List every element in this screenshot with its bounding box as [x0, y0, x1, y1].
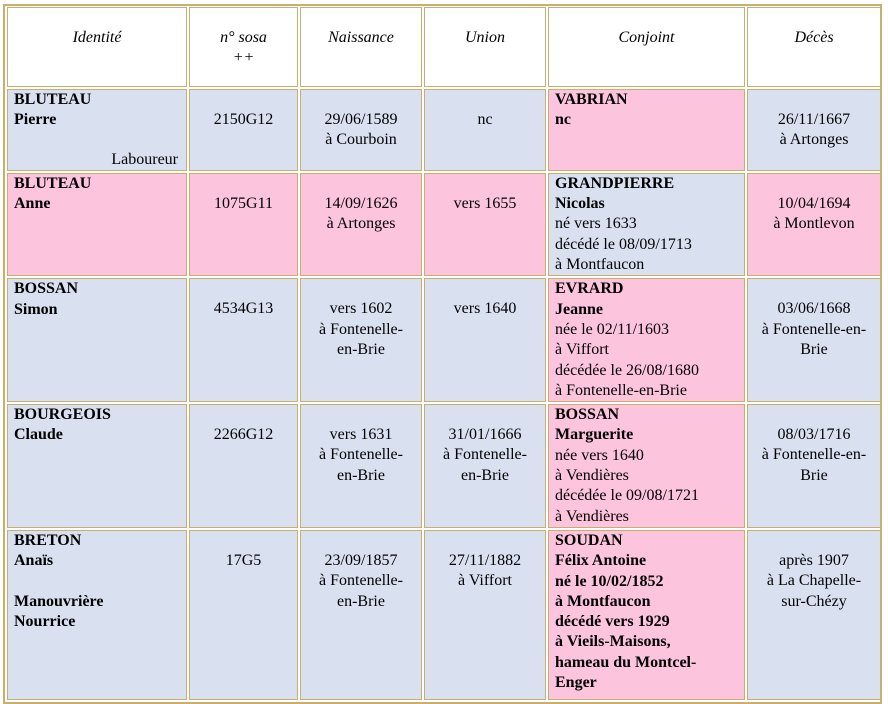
identity-cell — [7, 89, 187, 171]
death-place: à Fontenelle-en- — [761, 446, 867, 464]
header-deces: Décès — [747, 7, 881, 87]
spouse-detail: née vers 1640 — [555, 446, 644, 464]
sosa-cell: 17G5 — [189, 530, 298, 700]
death-place: Brie — [800, 466, 828, 484]
death-place: à Montlevon — [773, 215, 855, 233]
spouse-detail: Enger — [555, 674, 597, 692]
spouse-detail: à Fontenelle-en-Brie — [555, 381, 687, 399]
birth-date: 14/09/1626 — [324, 194, 398, 212]
birth-cell — [300, 278, 422, 402]
header-naissance: Naissance — [300, 7, 422, 87]
spouse-surname: GRANDPIERRE — [555, 174, 675, 192]
table-row — [7, 404, 881, 528]
union-place: à Fontenelle- — [443, 446, 527, 464]
death-place: Brie — [800, 340, 828, 358]
header-conjoint: Conjoint — [548, 7, 745, 87]
identity-cell — [7, 278, 187, 402]
death-place: à Artonges — [779, 131, 849, 149]
spouse-detail: hameau du Montcel- — [555, 653, 697, 671]
spouse-detail: né vers 1633 — [555, 215, 637, 233]
identity-cell — [7, 530, 187, 700]
death-cell — [747, 404, 881, 528]
death-cell — [747, 278, 881, 402]
header-union: Union — [424, 7, 546, 87]
given-name: Simon — [14, 300, 58, 318]
surname: BOSSAN — [14, 280, 79, 298]
table-row — [7, 89, 881, 171]
spouse-detail: décédée le 26/08/1680 — [555, 361, 699, 379]
given-name: Claude — [14, 426, 63, 444]
spouse-detail: à Montfaucon — [555, 592, 651, 610]
spouse-surname: BOSSAN — [555, 406, 620, 424]
identity-cell — [7, 404, 187, 528]
spouse-surname: EVRARD — [555, 280, 624, 298]
header-identite: Identité — [7, 7, 187, 87]
sosa-cell: 2150G12 — [189, 89, 298, 171]
union-place: en-Brie — [461, 466, 509, 484]
identity-cell — [7, 173, 187, 276]
header-sosa-line2: ++ — [232, 49, 255, 67]
spouse-given-name: Marguerite — [555, 426, 634, 444]
death-place: sur-Chézy — [781, 592, 847, 610]
birth-place: en-Brie — [337, 466, 385, 484]
birth-place: à Courboin — [325, 131, 397, 149]
spouse-detail: à Vendières — [555, 507, 629, 525]
given-name: Anne — [14, 195, 51, 213]
spouse-detail: à Vendières — [555, 467, 629, 485]
surname: BRETON — [14, 531, 82, 549]
union-date: 27/11/1882 — [448, 551, 522, 569]
sosa-cell: 4534G13 — [189, 278, 298, 402]
death-date: 10/04/1694 — [777, 194, 851, 212]
spouse-detail: à Vieils-Maisons, — [555, 633, 671, 651]
header-row — [7, 7, 881, 87]
union-cell — [424, 404, 546, 528]
genealogy-table — [5, 5, 883, 702]
spouse-given-name: nc — [555, 111, 571, 129]
occupation: Manouvrière — [14, 592, 104, 610]
spouse-surname: SOUDAN — [555, 531, 623, 549]
sosa-cell: 1075G11 — [189, 173, 298, 276]
union-cell — [424, 278, 546, 402]
union-date: nc — [477, 111, 493, 128]
death-cell — [747, 530, 881, 700]
union-date: vers 1640 — [453, 300, 517, 318]
occupation: Laboureur — [111, 150, 178, 168]
death-date: après 1907 — [779, 551, 849, 569]
death-cell — [747, 89, 881, 171]
spouse-detail: à Montfaucon — [555, 256, 645, 274]
death-date: 26/11/1667 — [777, 111, 851, 128]
birth-place: à Fontenelle- — [319, 572, 403, 590]
union-date: vers 1655 — [453, 194, 517, 212]
death-date: 03/06/1668 — [777, 300, 851, 318]
union-date: 31/01/1666 — [448, 426, 522, 444]
header-sosa-line1: n° sosa — [220, 29, 267, 46]
birth-date: 29/06/1589 — [324, 111, 398, 128]
surname: BOURGEOIS — [14, 406, 111, 424]
surname: BLUTEAU — [14, 91, 92, 108]
given-name: Anaïs — [14, 552, 54, 570]
birth-place: à Fontenelle- — [319, 446, 403, 464]
occupation: Nourrice — [14, 612, 76, 630]
surname: BLUTEAU — [14, 174, 92, 192]
death-date: 08/03/1716 — [777, 426, 851, 444]
spouse-cell — [548, 173, 745, 276]
union-cell — [424, 530, 546, 700]
table-row — [7, 173, 881, 276]
spouse-detail: décédé vers 1929 — [555, 613, 670, 631]
birth-cell — [300, 89, 422, 171]
spouse-given-name: Félix Antoine — [555, 552, 647, 570]
death-place: à La Chapelle- — [766, 572, 862, 590]
spouse-cell — [548, 530, 745, 700]
union-cell — [424, 173, 546, 276]
birth-date: 23/09/1857 — [324, 551, 398, 569]
spouse-cell — [548, 89, 745, 171]
spouse-detail: décédé le 08/09/1713 — [555, 235, 692, 253]
spouse-detail: à Viffort — [555, 341, 609, 359]
birth-cell — [300, 173, 422, 276]
birth-place: en-Brie — [337, 340, 385, 358]
table-row — [7, 530, 881, 700]
birth-date: vers 1631 — [329, 426, 393, 444]
union-place: à Viffort — [458, 572, 512, 590]
death-place: à Fontenelle-en- — [761, 320, 867, 338]
header-sosa — [189, 7, 298, 87]
spouse-cell — [548, 404, 745, 528]
spouse-surname: VABRIAN — [555, 91, 628, 108]
spouse-detail: né le 10/02/1852 — [555, 572, 664, 590]
birth-cell — [300, 530, 422, 700]
union-cell — [424, 89, 546, 171]
spouse-detail: décédée le 09/08/1721 — [555, 487, 699, 505]
spouse-given-name: Jeanne — [555, 300, 603, 318]
given-name: Pierre — [14, 111, 57, 129]
death-cell — [747, 173, 881, 276]
birth-place: à Fontenelle- — [319, 320, 403, 338]
birth-date: vers 1602 — [329, 300, 393, 318]
spouse-cell — [548, 278, 745, 402]
table-row — [7, 278, 881, 402]
sosa-cell: 2266G12 — [189, 404, 298, 528]
birth-place: en-Brie — [337, 592, 385, 610]
spouse-given-name: Nicolas — [555, 195, 605, 213]
birth-place: à Artonges — [326, 215, 396, 233]
spouse-detail: née le 02/11/1603 — [555, 320, 670, 338]
birth-cell — [300, 404, 422, 528]
